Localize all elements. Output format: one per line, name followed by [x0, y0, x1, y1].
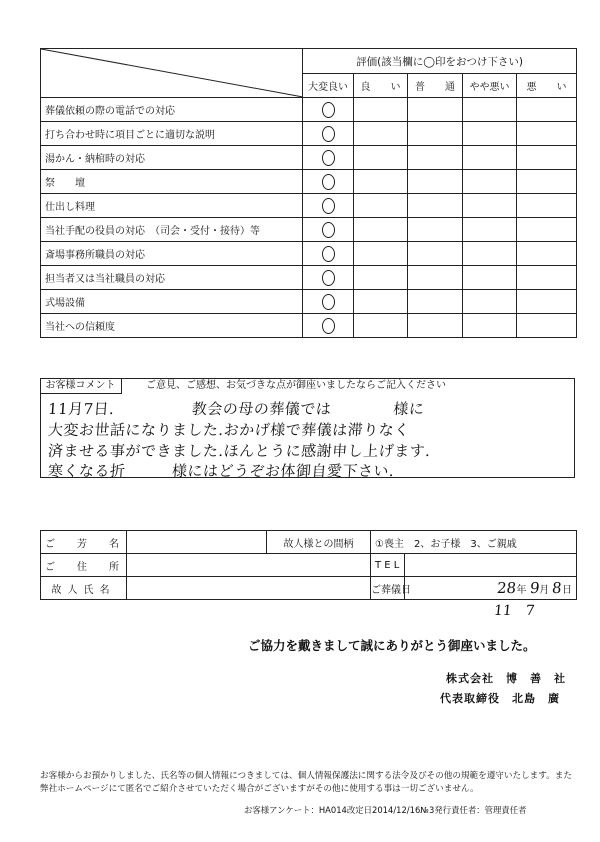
- date-extra-note: 11 7: [493, 603, 536, 619]
- rating-cell[interactable]: [408, 170, 463, 194]
- rating-cell[interactable]: [303, 122, 354, 146]
- rating-cell[interactable]: [408, 98, 463, 122]
- rating-cell[interactable]: [354, 170, 408, 194]
- rating-cell[interactable]: [408, 290, 463, 314]
- rating-cell[interactable]: [517, 146, 577, 170]
- rating-item-label: 担当者又は当社職員の対応: [41, 266, 303, 290]
- rating-cell[interactable]: [408, 194, 463, 218]
- rating-cell[interactable]: [303, 266, 354, 290]
- month-unit: 月: [539, 585, 550, 596]
- funeral-year: 28: [496, 579, 518, 597]
- funeral-day: 8: [551, 579, 563, 597]
- rating-item-label: 斎場事務所職員の対応: [41, 242, 303, 266]
- rating-row: [41, 266, 577, 290]
- rating-item-label: 打ち合わせ時に項目ごとに適切な説明: [41, 122, 303, 146]
- rating-column-header: 普 通: [408, 74, 463, 98]
- rating-cell[interactable]: [517, 266, 577, 290]
- funeral-date-label: ご葬儀日: [371, 577, 405, 600]
- comment-line-4: 寒くなる折 様にはどうぞお体御自愛下さい.: [47, 462, 395, 480]
- deceased-name-field[interactable]: [127, 577, 371, 600]
- comment-line-2: 大変お世話になりました.おかげ様で葬儀は滞りなく: [47, 421, 411, 439]
- deceased-name-label: 故人氏名: [41, 577, 127, 600]
- rating-column-header: 良 い: [354, 74, 408, 98]
- rating-cell[interactable]: [463, 314, 517, 338]
- rating-cell[interactable]: [463, 218, 517, 242]
- relation-label: 故人様との間柄: [267, 531, 371, 554]
- rating-cell[interactable]: [354, 290, 408, 314]
- rating-row: [41, 290, 577, 314]
- circle-mark-icon: [322, 126, 335, 142]
- privacy-notice: お客様からお預かりしました、氏名等の個人情報につきましては、個人情報保護法に関する法令及びその他の規範を遵守いたします。また弊社ホームページにて匿名でご紹介させていただく場合がございますがその他に使用する事は一切ございません。: [40, 771, 572, 794]
- circle-mark-icon: [322, 222, 335, 238]
- rating-row: [41, 194, 577, 218]
- rating-cell[interactable]: [517, 218, 577, 242]
- rating-cell[interactable]: [303, 194, 354, 218]
- thanks-message: ご協力を戴きまして誠にありがとう御座いました。: [248, 638, 536, 653]
- comment-label: お客様コメント: [40, 378, 122, 394]
- rating-cell[interactable]: [463, 122, 517, 146]
- rating-cell[interactable]: [463, 290, 517, 314]
- comment-prompt: ご意見、ご感想、お気づきな点が御座いましたならご記入ください: [146, 380, 446, 391]
- rating-column-header: 悪 い: [517, 74, 577, 98]
- address-field[interactable]: [127, 554, 371, 577]
- rating-cell[interactable]: [354, 122, 408, 146]
- rating-item-label: 湯かん・納棺時の対応: [41, 146, 303, 170]
- info-table: [40, 530, 577, 600]
- rating-row: [41, 314, 577, 338]
- rating-cell[interactable]: [517, 122, 577, 146]
- rating-cell[interactable]: [354, 314, 408, 338]
- rating-cell[interactable]: [463, 194, 517, 218]
- rating-cell[interactable]: [517, 242, 577, 266]
- rating-cell[interactable]: [354, 266, 408, 290]
- rating-cell[interactable]: [354, 98, 408, 122]
- rating-column-header: 大変良い: [303, 74, 354, 98]
- rating-item-label: 葬儀依頼の際の電話での対応: [41, 98, 303, 122]
- tel-label: T E L: [371, 554, 405, 577]
- form-footer: お客様アンケート：HA014改定日2014/12/16№3発行責任者：管理責任者: [244, 805, 527, 815]
- circle-mark-icon: [322, 318, 335, 334]
- rating-cell[interactable]: [517, 98, 577, 122]
- circle-mark-icon: [322, 294, 335, 310]
- rating-row: [41, 98, 577, 122]
- rating-cell[interactable]: [354, 146, 408, 170]
- rating-row: [41, 242, 577, 266]
- rating-item-label: 当社手配の役員の対応 （司会・受付・接待）等: [41, 218, 303, 242]
- representative: 代表取締役 北島 廣: [440, 692, 560, 705]
- rating-cell[interactable]: [408, 146, 463, 170]
- rating-row: [41, 122, 577, 146]
- rating-cell[interactable]: [517, 170, 577, 194]
- rating-cell[interactable]: [303, 290, 354, 314]
- rating-item-label: 式場設備: [41, 290, 303, 314]
- relation-options[interactable]: ①喪主 2、お子様 3、ご親戚: [371, 531, 577, 554]
- rating-cell[interactable]: [463, 98, 517, 122]
- rating-cell[interactable]: [303, 170, 354, 194]
- rating-cell[interactable]: [408, 242, 463, 266]
- comment-line-1: 11月7日. 教会の母の葬儀では 様に: [47, 400, 426, 418]
- rating-cell[interactable]: [463, 170, 517, 194]
- rating-cell[interactable]: [517, 194, 577, 218]
- circle-mark-icon: [322, 270, 335, 286]
- rating-column-header: やや悪い: [463, 74, 517, 98]
- rating-item-label: 当社への信頼度: [41, 314, 303, 338]
- rating-cell[interactable]: [517, 290, 577, 314]
- rating-cell[interactable]: [303, 242, 354, 266]
- company-name: 株式会社 博 善 社: [446, 672, 566, 685]
- name-label: ご 芳 名: [41, 531, 127, 554]
- rating-cell[interactable]: [408, 314, 463, 338]
- circle-mark-icon: [322, 150, 335, 166]
- rating-item-label: 仕出し料理: [41, 194, 303, 218]
- rating-item-label: 祭 壇: [41, 170, 303, 194]
- comment-line-3: 済ませる事ができました.ほんとうに感謝申し上げます.: [47, 442, 432, 460]
- rating-cell[interactable]: [463, 146, 517, 170]
- circle-mark-icon: [322, 198, 335, 214]
- rating-cell[interactable]: [408, 218, 463, 242]
- circle-mark-icon: [322, 174, 335, 190]
- rating-row: [41, 218, 577, 242]
- rating-cell[interactable]: [408, 122, 463, 146]
- circle-mark-icon: [322, 246, 335, 262]
- funeral-date-field[interactable]: [405, 577, 577, 600]
- rating-cell[interactable]: [303, 98, 354, 122]
- address-label: ご 住 所: [41, 554, 127, 577]
- rating-cell[interactable]: [303, 218, 354, 242]
- rating-cell[interactable]: [408, 266, 463, 290]
- year-unit: 年: [516, 585, 527, 596]
- rating-cell[interactable]: [354, 218, 408, 242]
- rating-cell[interactable]: [354, 242, 408, 266]
- rating-row: [41, 146, 577, 170]
- tel-field[interactable]: [405, 554, 577, 577]
- funeral-month: 9: [528, 579, 541, 597]
- rating-cell[interactable]: [517, 314, 577, 338]
- diagonal-header-cell: [41, 49, 303, 98]
- day-unit: 日: [562, 585, 573, 596]
- circle-mark-icon: [322, 102, 335, 118]
- rating-cell[interactable]: [303, 146, 354, 170]
- evaluation-header: 評価(該当欄に◯印をおつけ下さい): [303, 49, 577, 74]
- rating-cell[interactable]: [303, 314, 354, 338]
- rating-cell[interactable]: [463, 242, 517, 266]
- rating-cell[interactable]: [354, 194, 408, 218]
- rating-cell[interactable]: [463, 266, 517, 290]
- name-field[interactable]: [127, 531, 267, 554]
- rating-table: [40, 48, 577, 338]
- rating-row: [41, 170, 577, 194]
